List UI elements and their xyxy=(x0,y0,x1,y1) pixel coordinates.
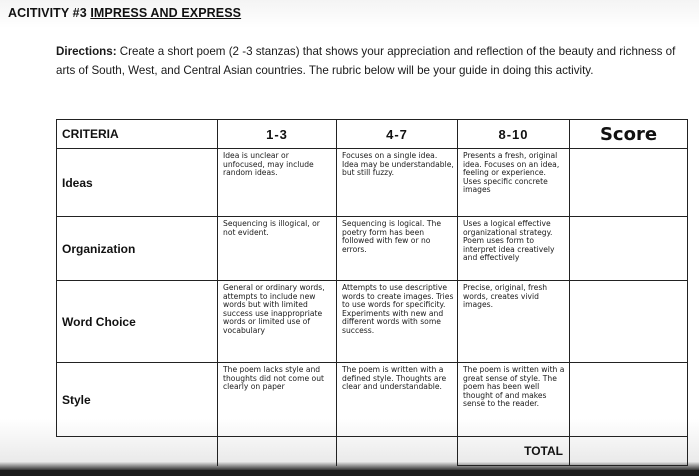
total-score-cell xyxy=(570,437,688,466)
directions-label: Directions: xyxy=(56,45,117,58)
ideas-high-descriptor: Presents a fresh, original idea. Focuses on an idea, feeling or experience. Uses specific concrete images xyxy=(458,149,570,217)
criterion-ideas: Ideas xyxy=(57,149,218,217)
organization-score-cell xyxy=(570,217,688,281)
organization-low-descriptor: Sequencing is illogical, or not evident. xyxy=(218,217,337,281)
activity-title-underlined: IMPRESS AND EXPRESS xyxy=(90,6,242,20)
header-score: Score xyxy=(570,120,688,149)
ideas-mid-descriptor: Focuses on a single idea. Idea may be understandable, but still fuzzy. xyxy=(337,149,458,217)
directions-paragraph xyxy=(56,42,686,80)
rubric-total-row xyxy=(57,437,688,466)
bottom-edge-bar xyxy=(0,470,699,476)
header-range-high: 8-10 xyxy=(458,120,570,149)
rubric-header-row xyxy=(57,120,688,149)
total-spacer xyxy=(337,437,458,466)
organization-high-descriptor: Uses a logical effective organizational strategy. Poem uses form to interpret idea creatively and effectively xyxy=(458,217,570,281)
header-criteria: CRITERIA xyxy=(57,120,218,149)
directions-text: Create a short poem (2 -3 stanzas) that shows your appreciation and reflection of the beauty and richness of arts of South, West, and Central Asian countries. The rubric below will be your guide in doing this activity. xyxy=(56,45,676,77)
rubric-row-organization xyxy=(57,217,688,281)
word-choice-score-cell xyxy=(570,281,688,363)
activity-title xyxy=(8,6,241,20)
header-range-low: 1-3 xyxy=(218,120,337,149)
ideas-score-cell xyxy=(570,149,688,217)
total-spacer xyxy=(57,437,218,466)
organization-mid-descriptor: Sequencing is logical. The poetry form has been followed with few or no errors. xyxy=(337,217,458,281)
rubric-row-style xyxy=(57,363,688,437)
rubric-table xyxy=(56,119,688,466)
rubric-row-ideas xyxy=(57,149,688,217)
criterion-word-choice: Word Choice xyxy=(57,281,218,363)
ideas-low-descriptor: Idea is unclear or unfocused, may include random ideas. xyxy=(218,149,337,217)
criterion-style: Style xyxy=(57,363,218,437)
header-range-mid: 4-7 xyxy=(337,120,458,149)
rubric-row-word-choice xyxy=(57,281,688,363)
activity-title-prefix: ACITIVITY #3 xyxy=(8,6,91,20)
word-choice-low-descriptor: General or ordinary words, attempts to include new words but with limited success use inappropriate words or limited use of vocabulary xyxy=(218,281,337,363)
style-high-descriptor: The poem is written with a great sense of style. The poem has been well thought of and makes sense to the reader. xyxy=(458,363,570,437)
criterion-organization: Organization xyxy=(57,217,218,281)
style-low-descriptor: The poem lacks style and thoughts did not come out clearly on paper xyxy=(218,363,337,437)
word-choice-mid-descriptor: Attempts to use descriptive words to create images. Tries to use words for specificity. Experiments with new and different words with some success. xyxy=(337,281,458,363)
word-choice-high-descriptor: Precise, original, fresh words, creates vivid images. xyxy=(458,281,570,363)
total-spacer xyxy=(218,437,337,466)
style-mid-descriptor: The poem is written with a defined style. Thoughts are clear and understandable. xyxy=(337,363,458,437)
style-score-cell xyxy=(570,363,688,437)
total-label: TOTAL xyxy=(458,437,570,466)
